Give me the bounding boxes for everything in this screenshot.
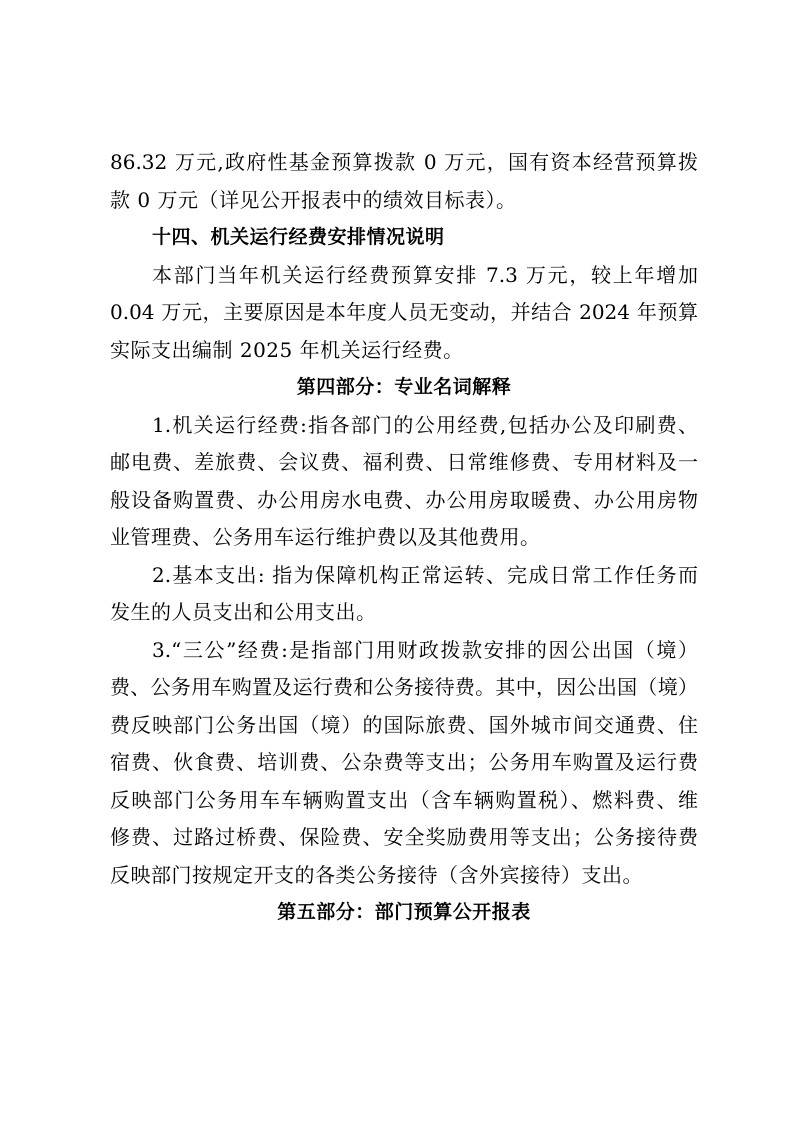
paragraph-line: 发生的人员支出和公用支出。: [110, 600, 377, 624]
paragraph-line: 宿费、伙食费、培训费、公杂费等支出；公务用车购置及运行费: [110, 750, 698, 774]
paragraph-line: 般设备购置费、办公用房水电费、办公用房取暖费、办公用房物: [110, 487, 698, 512]
paragraph-line: 费、公务用车购置及运行费和公务接待费。其中，因公出国（境）: [110, 675, 698, 699]
part-heading: 第四部分：专业名词解释: [296, 376, 512, 398]
paragraph-line: 3.“三公”经费:是指部门用财政拨款安排的因公出国（境）: [152, 637, 698, 662]
paragraph-line: 0.04 万元，主要原因是本年度人员无变动，并结合 2024 年预算: [110, 300, 698, 324]
paragraph-line: 反映部门按规定开支的各类公务接待（含外宾接待）支出。: [110, 862, 643, 887]
document-body: [110, 144, 698, 932]
paragraph-line: 2.基本支出: 指为保障机构正常运转、完成日常工作任务而: [152, 562, 698, 587]
section-heading: 十四、机关运行经费安排情况说明: [152, 226, 445, 248]
paragraph-line: 86.32 万元,政府性基金预算拨款 0 万元，国有资本经营预算拨: [110, 150, 698, 174]
paragraph-line: 款 0 万元（详见公开报表中的绩效目标表）。: [110, 187, 517, 212]
paragraph-line: 业管理费、公务用车运行维护费以及其他费用。: [110, 525, 541, 549]
paragraph-line: 费反映部门公务出国（境）的国际旅费、国外城市间交通费、住: [110, 712, 698, 737]
paragraph-line: 修费、过路过桥费、保险费、安全奖励费用等支出；公务接待费: [110, 825, 698, 849]
part-heading: 第五部分：部门预算公开报表: [277, 901, 531, 923]
paragraph-line: 实际支出编制 2025 年机关运行经费。: [110, 337, 464, 362]
paragraph-line: 本部门当年机关运行经费预算安排 7.3 万元，较上年增加: [152, 262, 698, 287]
paragraph-line: 邮电费、差旅费、会议费、福利费、日常维修费、专用材料及一: [110, 450, 698, 474]
paragraph-line: 1.机关运行经费:指各部门的公用经费,包括办公及印刷费、: [152, 412, 698, 437]
paragraph-line: 反映部门公务用车车辆购置支出（含车辆购置税）、燃料费、维: [110, 787, 698, 812]
